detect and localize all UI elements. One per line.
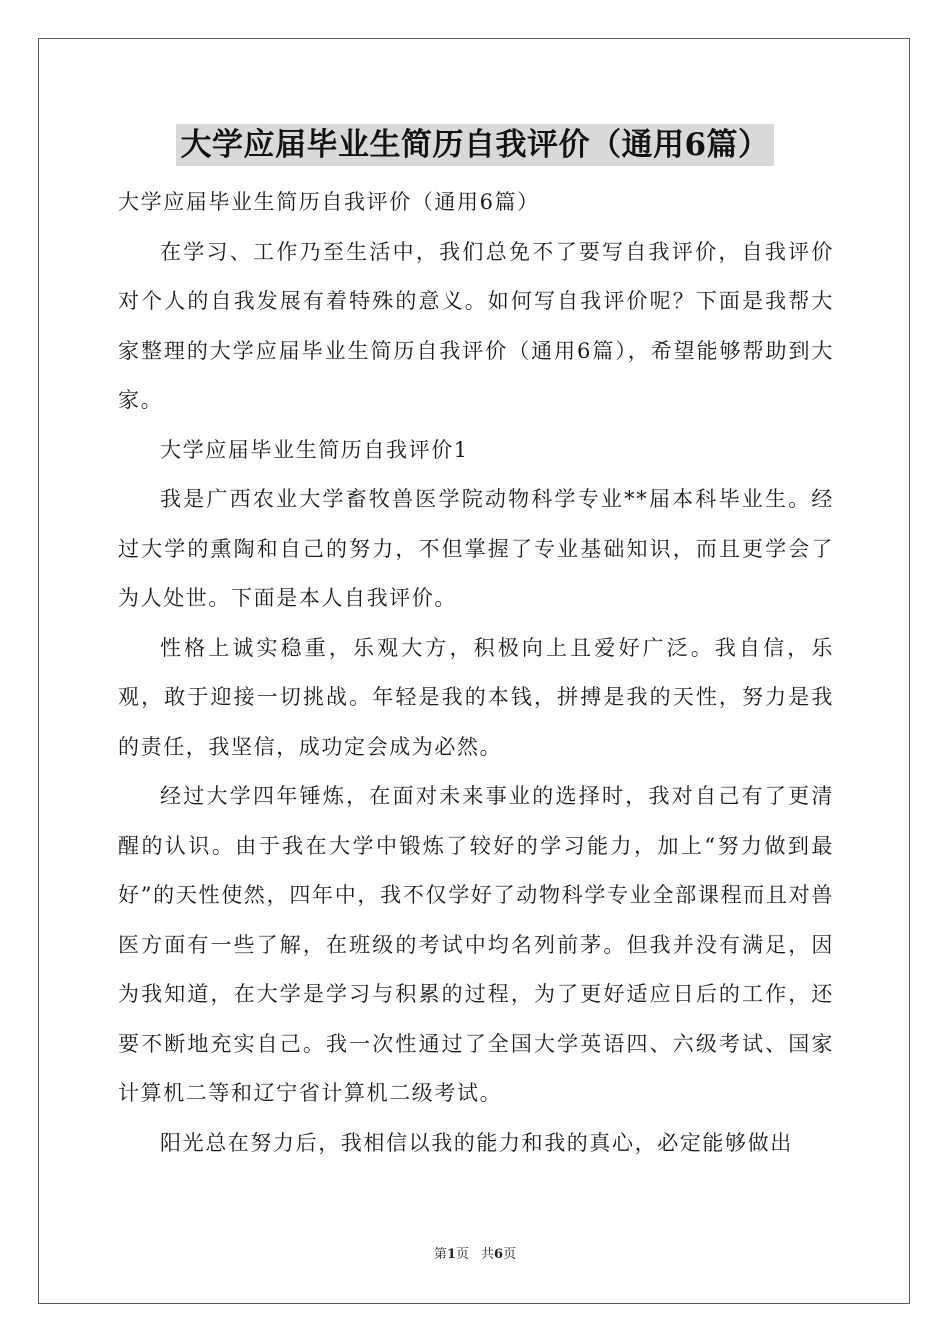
- page-label-prefix: 第: [433, 1247, 447, 1262]
- document-title: 大学应届毕业生简历自我评价（通用6篇）: [176, 124, 773, 166]
- section-heading: 大学应届毕业生简历自我评价1: [160, 437, 469, 462]
- total-pages: 6: [494, 1247, 504, 1262]
- total-label-prefix: 共: [481, 1247, 495, 1262]
- total-label-suffix: 页: [503, 1247, 517, 1262]
- paragraph: 我是广西农业大学畜牧兽医学院动物科学专业**届本科毕业生。经过大学的熏陶和自己的努力，不但掌握了专业基础知识，而且更学会了为人处世。下面是本人自我评价。: [118, 487, 834, 610]
- page-label-suffix: 页: [455, 1247, 469, 1262]
- page-number: 1: [446, 1247, 456, 1262]
- paragraph: 阳光总在努力后，我相信以我的能力和我的真心，必定能够做出: [160, 1130, 793, 1155]
- paragraph: 经过大学四年锤炼，在面对未来事业的选择时，我对自己有了更清醒的认识。由于我在大学中锻炼了较好的学习能力，加上“努力做到最好”的天性使然，四年中，我不仅学好了动物科学专业全部课程而且对兽医方面有一些了解，在班级的考试中均名列前茅。但我并没有满足，因为我知道，在大学是学习与积累的过程，为了更好适应日后的工作，还要不断地充实自己。我一次性通过了全国大学英语四、六级考试、国家计算机二等和辽宁省计算机二级考试。: [118, 784, 834, 1105]
- paragraph: 大学应届毕业生简历自我评价（通用6篇）: [118, 190, 540, 214]
- document-body: [118, 178, 834, 1168]
- page-footer: [0, 1243, 950, 1262]
- title-container: [0, 124, 950, 166]
- paragraph: 性格上诚实稳重，乐观大方，积极向上且爱好广泛。我自信，乐观，敢于迎接一切挑战。年轻是我的本钱，拼搏是我的天性，努力是我的责任，我坚信，成功定会成为必然。: [118, 635, 834, 759]
- paragraph: 在学习、工作乃至生活中，我们总免不了要写自我评价，自我评价对个人的自我发展有着特殊的意义。如何写自我评价呢？下面是我帮大家整理的大学应届毕业生简历自我评价（通用6篇），希望能够帮助到大家。: [118, 239, 834, 412]
